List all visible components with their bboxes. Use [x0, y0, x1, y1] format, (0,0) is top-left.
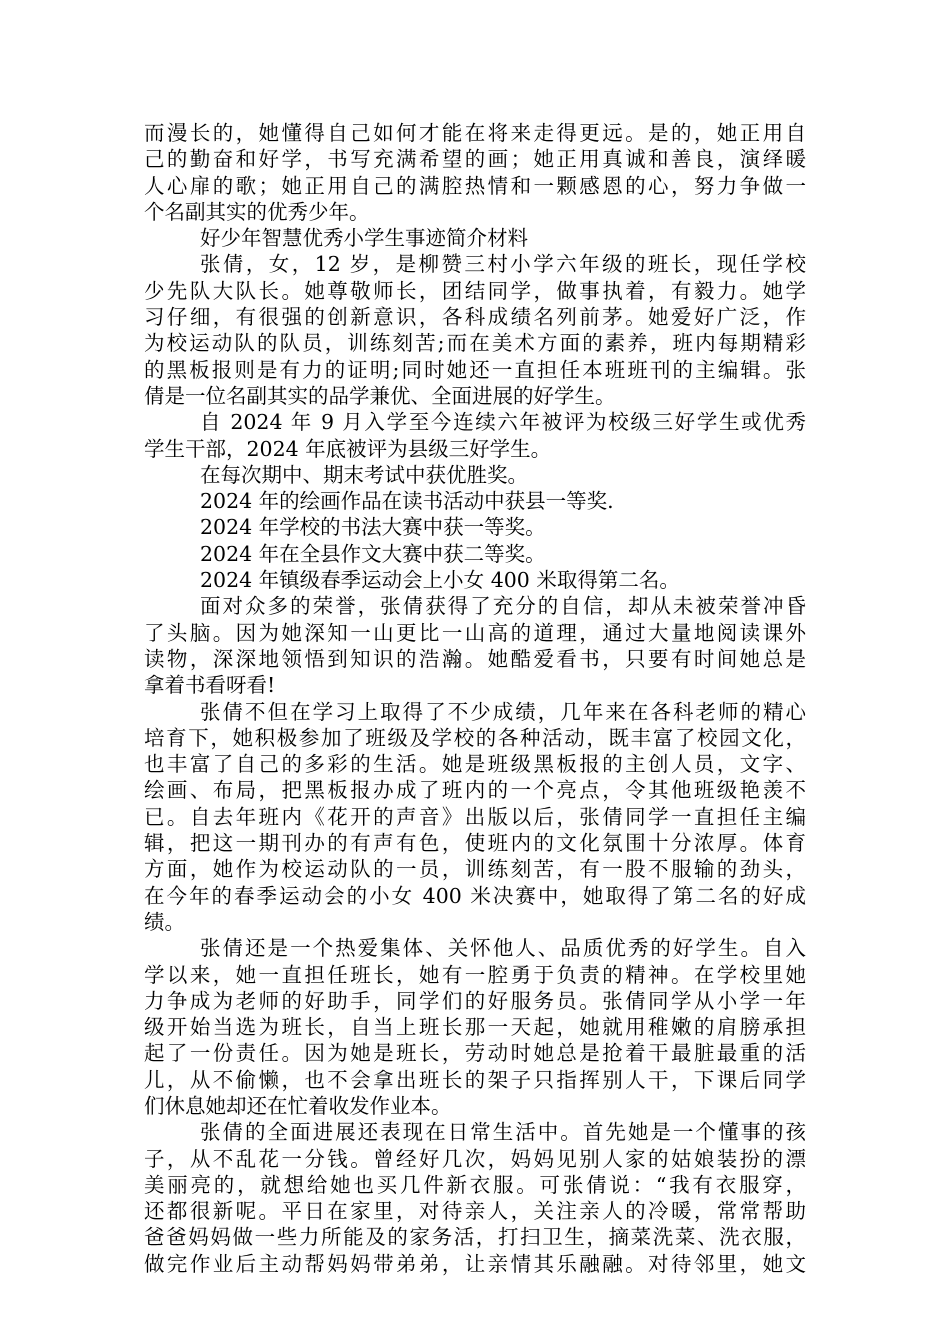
- text-line: 学生干部，2024 年底被评为县级三好学生。: [144, 436, 552, 461]
- text-line: 还都很新呢。平日在家里，对待亲人，关注亲人的冷暖，常常帮助: [144, 1199, 806, 1224]
- text-line: 方面，她作为校运动队的一员，训练刻苦，有一股不服输的劲头，: [144, 857, 806, 882]
- text-line: 已。自去年班内《花开的声音》出版以后，张倩同学一直担任主编: [144, 804, 806, 829]
- text-line: 绘画、布局，把黑板报办成了班内的一个亮点，令其他班级艳羡不: [144, 778, 806, 803]
- text-line: 辑，把这一期刊办的有声有色，使班内的文化氛围十分浓厚。体育: [144, 831, 806, 856]
- paragraph-first-line: 好少年智慧优秀小学生事迹简介材料: [200, 226, 528, 251]
- text-line: 少先队大队长。她尊敬师长，团结同学，做事执着，有毅力。她学: [144, 278, 806, 303]
- paragraph-first-line: 张倩的全面进展还表现在日常生活中。首先她是一个懂事的孩: [200, 1120, 806, 1145]
- text-line: 读物，深深地领悟到知识的浩瀚。她酷爱看书，只要有时间她总是: [144, 646, 806, 671]
- text-line: 也丰富了自己的多彩的生活。她是班级黑板报的主创人员，文字、: [144, 752, 806, 777]
- text-line: 倩是一位名副其实的品学兼优、全面进展的好学生。: [144, 383, 616, 408]
- text-line: 人心扉的歌；她正用自己的满腔热情和一颗感恩的心，努力争做一: [144, 173, 806, 198]
- paragraph-first-line: 张倩还是一个热爱集体、关怀他人、品质优秀的好学生。自入: [200, 936, 806, 961]
- paragraph-first-line: 2024 年学校的书法大赛中获一等奖。: [200, 515, 546, 540]
- text-line: 们休息她却还在忙着收发作业本。: [144, 1093, 452, 1118]
- text-line: 起了一份责任。因为她是班长，劳动时她总是抢着干最脏最重的活: [144, 1041, 806, 1066]
- text-line: 培育下，她积极参加了班级及学校的各种活动，既丰富了校园文化，: [144, 725, 806, 750]
- text-line: 拿着书看呀看!: [144, 673, 276, 698]
- paragraph-first-line: 在每次期中、期末考试中获优胜奖。: [200, 462, 528, 487]
- text-line: 的黑板报则是有力的证明;同时她还一直担任本班班刊的主编辑。张: [144, 357, 806, 382]
- text-line: 为校运动队的队员，训练刻苦;而在美术方面的素养，班内每期精彩: [144, 331, 806, 356]
- paragraph-first-line: 2024 年镇级春季运动会上小女 400 米取得第二名。: [200, 568, 680, 593]
- document-body: [144, 120, 806, 1277]
- text-line: 了头脑。因为她深知一山更比一山高的道理，通过大量地阅读课外: [144, 620, 806, 645]
- text-line: 而漫长的，她懂得自己如何才能在将来走得更远。是的，她正用自: [144, 121, 806, 145]
- text-line: 级开始当选为班长，自当上班长那一天起，她就用稚嫩的肩膀承担: [144, 1015, 806, 1040]
- text-line: 学以来，她一直担任班长，她有一腔勇于负责的精神。在学校里她: [144, 962, 806, 987]
- paragraph-first-line: 自 2024 年 9 月入学至今连续六年被评为校级三好学生或优秀: [200, 410, 806, 435]
- paragraph-first-line: 2024 年在全县作文大赛中获二等奖。: [200, 541, 546, 566]
- text-line: 做完作业后主动帮妈妈带弟弟，让亲情其乐融融。对待邻里，她文: [144, 1251, 806, 1276]
- paragraph-first-line: 2024 年的绘画作品在读书活动中获县一等奖.: [200, 489, 614, 514]
- text-line: 绩。: [144, 909, 185, 934]
- text-line: 习仔细，有很强的创新意识，各科成绩名列前茅。她爱好广泛，作: [144, 305, 806, 330]
- paragraph-first-line: 张倩不但在学习上取得了不少成绩，几年来在各科老师的精心: [200, 699, 806, 724]
- paragraph-first-line: 面对众多的荣誉，张倩获得了充分的自信，却从未被荣誉冲昏: [200, 594, 806, 619]
- paragraph-first-line: 张倩，女，12 岁，是柳赞三村小学六年级的班长，现任学校: [200, 252, 806, 277]
- text-line: 美丽亮的，就想给她也买几件新衣服。可张倩说：“我有衣服穿，: [144, 1172, 806, 1197]
- text-line: 子，从不乱花一分钱。曾经好几次，妈妈见别人家的姑娘装扮的漂: [144, 1146, 806, 1171]
- text-line: 在今年的春季运动会的小女 400 米决赛中，她取得了第二名的好成: [144, 883, 806, 908]
- text-line: 儿，从不偷懒，也不会拿出班长的架子只指挥别人干，下课后同学: [144, 1067, 806, 1092]
- text-line: 个名副其实的优秀少年。: [144, 199, 370, 224]
- text-line: 力争成为老师的好助手，同学们的好服务员。张倩同学从小学一年: [144, 988, 806, 1013]
- text-line: 己的勤奋和好学，书写充满希望的画；她正用真诚和善良，演绎暖: [144, 147, 806, 172]
- text-line: 爸爸妈妈做一些力所能及的家务活，打扫卫生，摘菜洗菜、洗衣服，: [144, 1225, 806, 1250]
